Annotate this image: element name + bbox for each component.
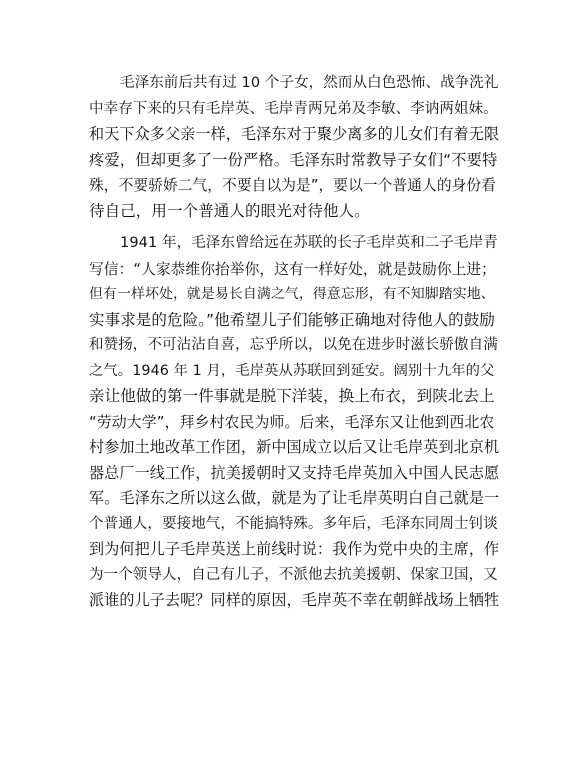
text-line: 到为何把儿子毛岸英送上前线时说：我作为党中央的主席，作 [89, 540, 500, 558]
text-line: 毛泽东前后共有过 10 个子女，然而从白色恐怖、战争洗礼 [120, 75, 499, 91]
text-line: 待自己，用一个普通人的眼光对待他人。 [89, 201, 370, 220]
text-line: 1941 年，毛泽东曾给远在苏联的长子毛岸英和二子毛岸青 [120, 235, 498, 251]
text-line: 中幸存下来的只有毛岸英、毛岸青两兄弟及李敏、李讷两姐妹。 [89, 100, 498, 117]
text-line: 为一个领导人，自己有儿子，不派他去抗美援朝、保家卫国，又 [89, 566, 498, 583]
paragraph-2 [89, 231, 500, 614]
text-line: 但有一样坏处，就是易长自满之气，得意忘形，有不知脚踏实地、 [89, 286, 495, 302]
text-line: 器总厂一线工作，抗美援朝时又支持毛岸英加入中国人民志愿 [89, 463, 500, 482]
text-line: 个普通人，要接地气，不能搞特殊。多年后，毛泽东同周士钊谈 [89, 515, 498, 532]
text-line: 殊，不要骄娇二气，不要自以为是”，要以一个普通人的身份看 [89, 177, 496, 194]
paragraph-spacer [89, 224, 497, 231]
text-line: 写信：“人家恭维你抬举你，这有一样好处，就是鼓励你上进； [89, 260, 496, 278]
text-line: 疼爱，但却更多了一份严格。毛泽东时常教导子女们“不要特 [89, 150, 498, 169]
text-line: 实事求是的危险。”他希望儿子们能够正确地对待他人的鼓励 [89, 310, 495, 329]
paragraph-1 [89, 71, 500, 224]
text-line: 和天下众多父亲一样，毛泽东对于聚少离多的儿女们有着无限 [89, 125, 500, 143]
text-line: 军。毛泽东之所以这么做，就是为了让毛岸英明白自己就是一 [89, 489, 500, 507]
text-line: 村参加土地改革工作团，新中国成立以后又让毛岸英到北京机 [89, 438, 500, 456]
text-line: 和赞扬，不可沾沾自喜，忘乎所以，以免在进步时滋长骄傲自满 [89, 337, 498, 353]
text-line: “劳动大学”，拜乡村农民为师。后来，毛泽东又让他到西北农 [89, 412, 495, 431]
body-text [89, 71, 500, 614]
text-line: 派谁的儿子去呢？同样的原因，毛岸英不幸在朝鲜战场上牺牲 [89, 591, 500, 609]
text-line: 之气。1946 年 1 月，毛岸英从苏联回到延安。阔别十九年的父 [89, 362, 495, 379]
text-line: 亲让他做的第一件事就是脱下洋装，换上布衣，到陕北去上 [89, 387, 495, 405]
